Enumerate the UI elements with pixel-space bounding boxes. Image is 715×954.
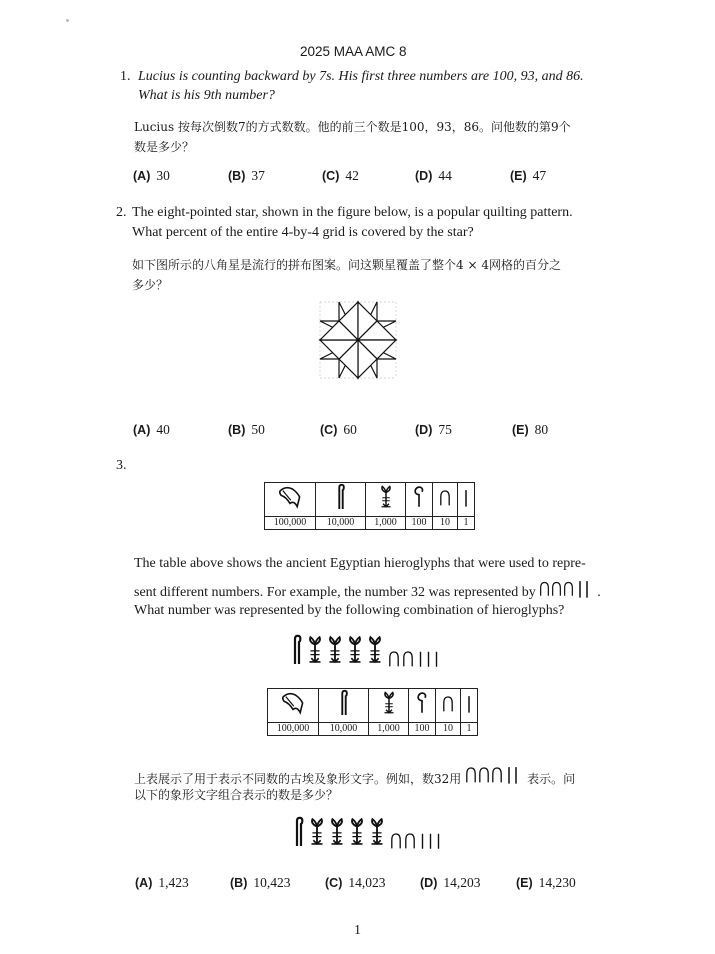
answer-choice: (E) 80 [512,422,549,437]
finger-icon [338,689,350,717]
problem-1-zh-line-2: 数是多少？ [134,140,195,154]
problem-3-text-line-2: sent different numbers. For example, the number 32 was represented by . [134,581,601,600]
problem-2-zh-line-1: 如下图所示的八角星是流行的拼布图案。问这颗星覆盖了整个4 × 4网格的百分之 [132,258,561,272]
heel-bone-icon [439,486,451,508]
rope-coil-icon [413,485,425,509]
answer-choice: (A) 30 [133,168,170,183]
finger-glyph-cell [316,483,366,517]
finger-icon [335,483,347,511]
answer-choice: (E) 14,230 [516,875,576,890]
heel-glyph-cell [433,483,458,517]
finger-glyph-cell [319,689,369,723]
page-number: 1 [354,923,361,938]
rope-coil-icon [416,691,428,715]
problem-2-text-line-2: What percent of the entire 4-by-4 grid is covered by the star? [132,225,474,240]
rope-glyph-cell [409,689,436,723]
answer-choice: (D) 14,203 [420,875,481,890]
answer-choice: (A) 40 [133,422,170,437]
answer-choice: (A) 1,423 [135,875,189,890]
hieroglyph-table [267,688,478,736]
value-cell: 10 [436,723,461,736]
problem-2-number: 2. [116,205,127,220]
answer-choice: (C) 60 [320,422,357,437]
value-cell: 100,000 [268,723,319,736]
answer-choice: (C) 42 [322,168,359,183]
problem-1-text-line-1: Lucius is counting backward by 7s. His first three numbers are 100, 93, and 86. [138,69,584,84]
value-cell: 100,000 [265,517,316,530]
value-cell: 10,000 [316,517,366,530]
problem-2-zh-line-2: 多少？ [132,278,169,292]
stroke-glyph-cell [458,483,475,517]
value-cell: 1 [461,723,478,736]
lotus-icon [380,689,398,717]
lotus-glyph-cell [366,483,406,517]
scan-mark [66,19,69,22]
answer-choice: (D) 75 [415,422,452,437]
frog-icon [281,689,305,717]
answer-choice: (C) 14,023 [325,875,386,890]
frog-icon [278,483,302,511]
answer-choice: (B) 50 [228,422,265,437]
rope-glyph-cell [406,483,433,517]
problem-3-zh-line-1: 上表展示了用于表示不同数的古埃及象形文字。例如，数32用 表示。问 [134,765,575,787]
problem-3-text-line-1: The table above shows the ancient Egyptian hieroglyphs that were used to repre- [134,556,586,571]
frog-glyph-cell [268,689,319,723]
problem-1-zh-line-1: Lucius 按每次倒数7的方式数数。他的前三个数是100，93，86。问他数的第9个 [134,120,571,134]
hieroglyph-table [264,482,475,530]
page-title: 2025 MAA AMC 8 [300,44,407,59]
hieroglyph-example-32 [539,581,597,599]
problem-3-zh-line-2: 以下的象形文字组合表示的数是多少？ [134,788,339,802]
heel-bone-icon [442,692,454,714]
value-cell: 1,000 [369,723,409,736]
lotus-icon [377,483,395,511]
value-cell: 1,000 [366,517,406,530]
stroke-icon [466,692,472,714]
frog-glyph-cell [265,483,316,517]
value-cell: 100 [409,723,436,736]
problem-3-number: 3. [116,458,127,473]
answer-choice: (B) 37 [228,168,265,183]
value-cell: 10 [433,517,458,530]
answer-choice: (D) 44 [415,168,452,183]
stroke-icon [463,486,469,508]
heel-glyph-cell [436,689,461,723]
problem-2-text-line-1: The eight-pointed star, shown in the figure below, is a popular quilting pattern. [132,205,573,220]
stroke-glyph-cell [461,689,478,723]
hieroglyph-combination [290,628,460,670]
problem-1-text-line-2: What is his 9th number? [138,88,275,103]
problem-3-text-line-3: What number was represented by the following combination of hieroglyphs? [134,603,565,618]
hieroglyph-combination [292,810,462,852]
hieroglyph-example-32 [465,765,527,785]
value-cell: 100 [406,517,433,530]
value-cell: 10,000 [319,723,369,736]
answer-choice: (E) 47 [510,168,547,183]
answer-choice: (B) 10,423 [230,875,291,890]
value-cell: 1 [458,517,475,530]
eight-pointed-star-figure [318,300,398,380]
lotus-glyph-cell [369,689,409,723]
problem-1-number: 1. [120,69,131,84]
